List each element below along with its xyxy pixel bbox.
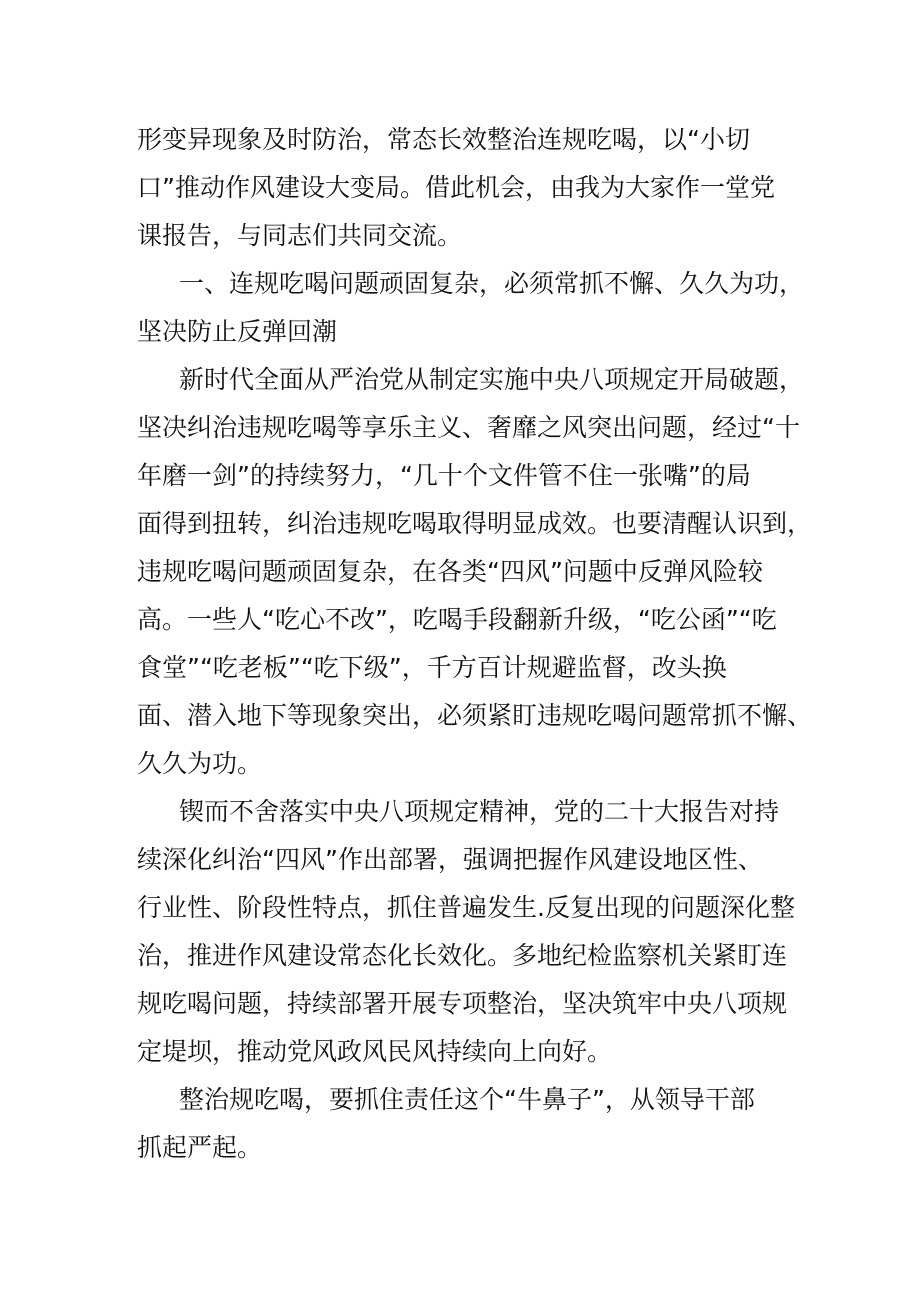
text-line: 久久为功。 (137, 749, 263, 778)
text-line: 年磨一剑”的持续努力，“几十个文件管不住一张嘴”的局 (137, 461, 751, 490)
text-line: 整治规吃喝，要抓住责任这个“牛鼻子”，从领导干部 (179, 1085, 755, 1114)
text-line: 续深化纠治“四风”作出部署，强调把握作风建设地区性、 (137, 845, 763, 874)
text-line: 锲而不舍落实中央八项规定精神，党的二十大报告对持 (179, 797, 780, 826)
text-line: 定堤坝，推动党风政风民风持续向上向好。 (137, 1037, 613, 1066)
text-line: 高。一些人“吃心不改”，吃喝手段翻新升级，“吃公函”“吃 (137, 605, 777, 634)
text-line: 口”推动作风建设大变局。借此机会，由我为大家作一堂党 (137, 173, 775, 202)
text-line: 违规吃喝问题顽固复杂，在各类“四风”问题中反弹风险较 (137, 557, 763, 586)
text-line: 规吃喝问题，持续部署开展专项整治，坚决筑牢中央八项规 (137, 989, 788, 1018)
section-heading-line: 坚决防止反弹回潮 (137, 317, 338, 346)
text-line: 治，推进作风建设常态化长效化。多地纪检监察机关紧盯连 (137, 941, 788, 970)
text-line: 抓起严起。 (137, 1133, 263, 1162)
text-line: 面得到扭转，纠治违规吃喝取得明显成效。也要清醒认识到， (137, 509, 813, 538)
text-line: 新时代全面从严治党从制定实施中央八项规定开局破题， (179, 365, 805, 394)
text-line: 坚决纠治违规吃喝等享乐主义、奢靡之风突出问题，经过“十 (137, 413, 800, 442)
text-line: 面、潜入地下等现象突出，必须紧盯违规吃喝问题常抓不懈、 (137, 701, 813, 730)
text-line: 形变异现象及时防治，常态长效整治连规吃喝，以“小切 (137, 125, 750, 154)
text-line: 课报告，与同志们共同交流。 (137, 221, 463, 250)
document-body (137, 116, 813, 1172)
text-line: 食堂”“吃老板”“吃下级”，千方百计规避监督，改头换 (137, 653, 727, 682)
section-heading-line: 一、连规吃喝问题顽固复杂，必须常抓不懈、久久为功， (179, 269, 805, 298)
text-line: 行业性、阶段性特点，抓住普遍发生.反复出现的问题深化整 (137, 893, 795, 922)
